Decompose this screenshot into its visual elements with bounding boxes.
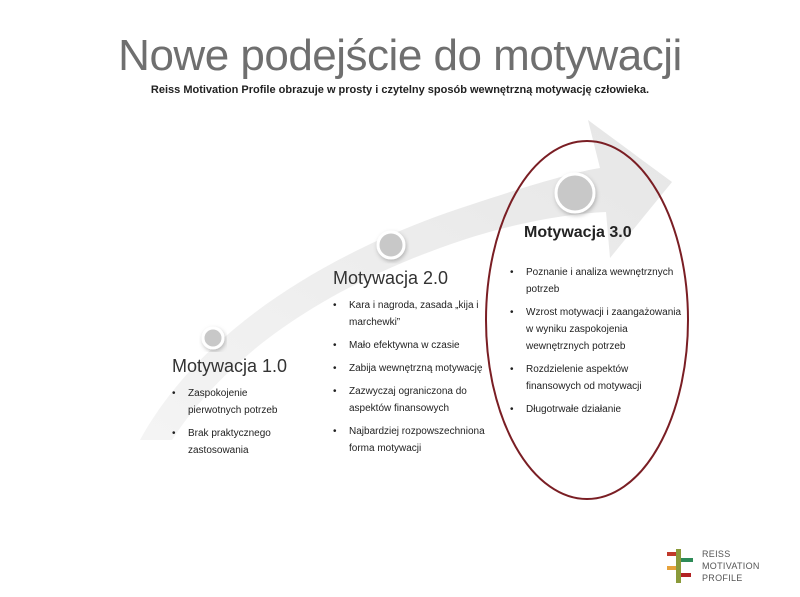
list-item: • Zabija wewnętrzną motywację [333, 360, 488, 377]
list-item: • Zazwyczaj ograniczona do aspektów finansowych [333, 383, 488, 417]
list-item: • Najbardziej rozpowszechniona forma motywacji [333, 423, 488, 457]
stage-title: Motywacja 2.0 [333, 268, 449, 288]
list-item: • Rozdzielenie aspektów finansowych od motywacji [510, 361, 685, 395]
stage-title: Motywacja 3.0 [524, 224, 632, 241]
list-item: • Długotrwałe działanie [510, 401, 685, 418]
stage-motywacja-1 [172, 355, 292, 465]
stage-bullet-list [510, 264, 685, 418]
list-item: • Zaspokojenie pierwotnych potrzeb [172, 385, 292, 419]
stage-bullet-list [172, 385, 292, 459]
list-item: • Mało efektywna w czasie [333, 337, 488, 354]
logo-wordmark [702, 548, 760, 584]
logo-line: MOTIVATION [702, 561, 760, 571]
logo-line: PROFILE [702, 573, 743, 583]
list-item: • Wzrost motywacji i zaangażowania w wyniku zaspokojenia wewnętrznych potrzeb [510, 304, 685, 355]
list-item: • Brak praktycznego zastosowania [172, 425, 292, 459]
stage-motywacja-3 [510, 222, 685, 424]
stage-2-circle [378, 232, 404, 258]
list-item: • Kara i nagroda, zasada „kija i marchewki” [333, 297, 488, 331]
stage-3-circle [556, 174, 594, 212]
stage-1-circle [203, 328, 223, 348]
list-item: • Poznanie i analiza wewnętrznych potrzeb [510, 264, 685, 298]
stage-title: Motywacja 1.0 [172, 356, 288, 376]
page-subtitle: Reiss Motivation Profile obrazuje w prosty i czytelny sposób wewnętrzną motywację człowieka. [150, 84, 650, 96]
logo-line: REISS [702, 549, 731, 559]
page-title: Nowe podejście do motywacji [118, 31, 682, 80]
stage-motywacja-2 [333, 267, 488, 463]
stage-bullet-list [333, 297, 488, 457]
